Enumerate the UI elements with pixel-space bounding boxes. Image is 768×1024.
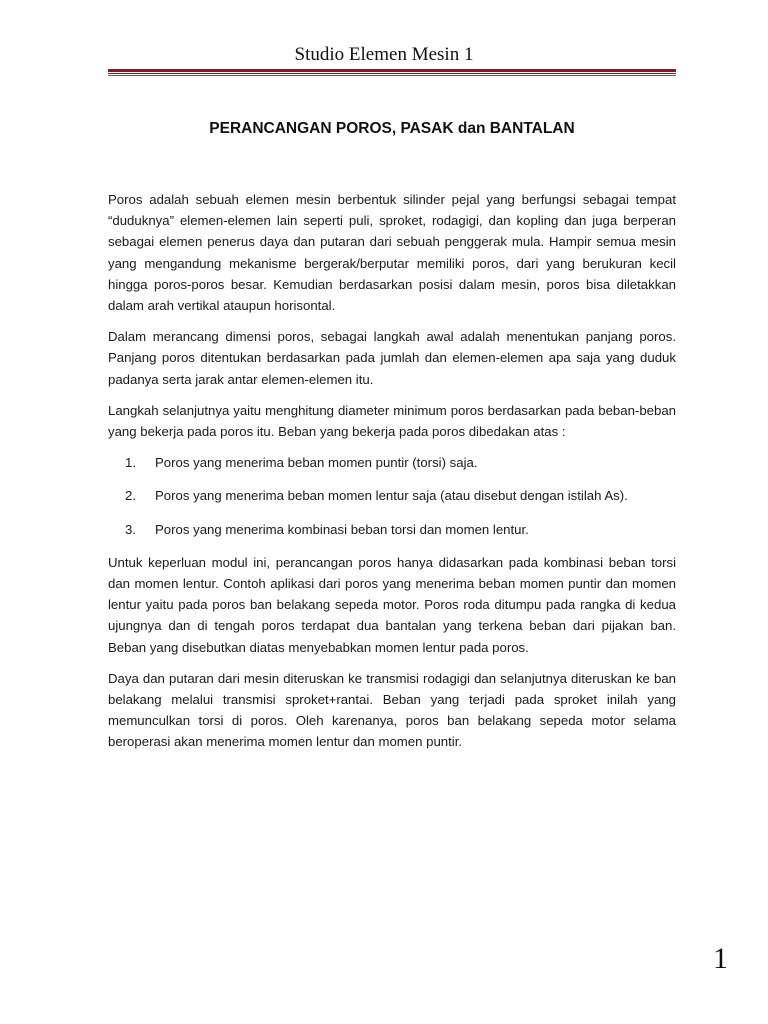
list-item [108, 452, 676, 473]
list-item-number: 3. [125, 521, 136, 537]
list-item-text: Poros yang menerima beban momen lentur saja (atau disebut dengan istilah As). [155, 488, 628, 504]
header-rule-thin-line [108, 73, 676, 74]
list-item [108, 485, 676, 506]
page-number: 1 [713, 942, 728, 975]
header-rule [108, 69, 676, 76]
header-rule-thick-line [108, 69, 676, 72]
paragraph: Untuk keperluan modul ini, perancangan poros hanya didasarkan pada kombinasi beban torsi dan momen lentur. Contoh aplikasi dari poros yang menerima beban momen puntir dan momen lentur yaitu pada poros ban belakang sepeda motor. Poros roda ditumpu pada rangka di kedua ujungnya dan di tengah poros terdapat dua bantalan yang terkena beban dari pijakan ban. Beban yang disebutkan diatas menyebabkan momen lentur pada poros. [108, 554, 676, 655]
load-types-list [108, 452, 676, 540]
paragraph: Dalam merancang dimensi poros, sebagai langkah awal adalah menentukan panjang poros. Panjang poros ditentukan berdasarkan pada jumlah dan elemen-elemen apa saja yang duduk padanya serta jarak antar elemen-elemen itu. [108, 329, 676, 387]
running-header-title: Studio Elemen Mesin 1 [294, 44, 474, 65]
document-title: PERANCANGAN POROS, PASAK dan BANTALAN [209, 120, 575, 137]
list-item [108, 519, 676, 540]
list-item-text: Poros yang menerima kombinasi beban torsi dan momen lentur. [155, 521, 529, 537]
paragraph: Langkah selanjutnya yaitu menghitung diameter minimum poros berdasarkan pada beban-beban yang bekerja pada poros itu. Beban yang bekerja pada poros dibedakan atas : [108, 402, 676, 440]
list-item-number: 2. [125, 488, 136, 504]
paragraph: Daya dan putaran dari mesin diteruskan ke transmisi rodagigi dan selanjutnya diteruskan ke ban belakang melalui transmisi sproket+rantai. Beban yang terjadi pada sproket inilah yang memunculkan torsi di poros. Oleh karenanya, poros ban belakang sepeda motor selama beroperasi akan menerima momen lentur dan momen puntir. [108, 670, 676, 750]
list-item-number: 1. [125, 455, 136, 471]
list-item-text: Poros yang menerima beban momen puntir (torsi) saja. [155, 455, 478, 471]
paragraph: Poros adalah sebuah elemen mesin berbentuk silinder pejal yang berfungsi sebagai tempat “duduknya” elemen-elemen lain seperti puli, sproket, rodagigi, dan kopling dan juga berperan sebagai elemen penerus daya dan putaran dari sebuah penggerak mula. Hampir semua mesin yang mengandung mekanisme bergerak/berputar memiliki poros, dari yang berukuran kecil hingga poros-poros besar. Kemudian berdasarkan posisi dalam mesin, poros bisa diletakkan dalam arah vertikal ataupun horisontal. [108, 192, 676, 314]
header-rule-grey-line [108, 75, 676, 76]
document-body [108, 189, 676, 763]
